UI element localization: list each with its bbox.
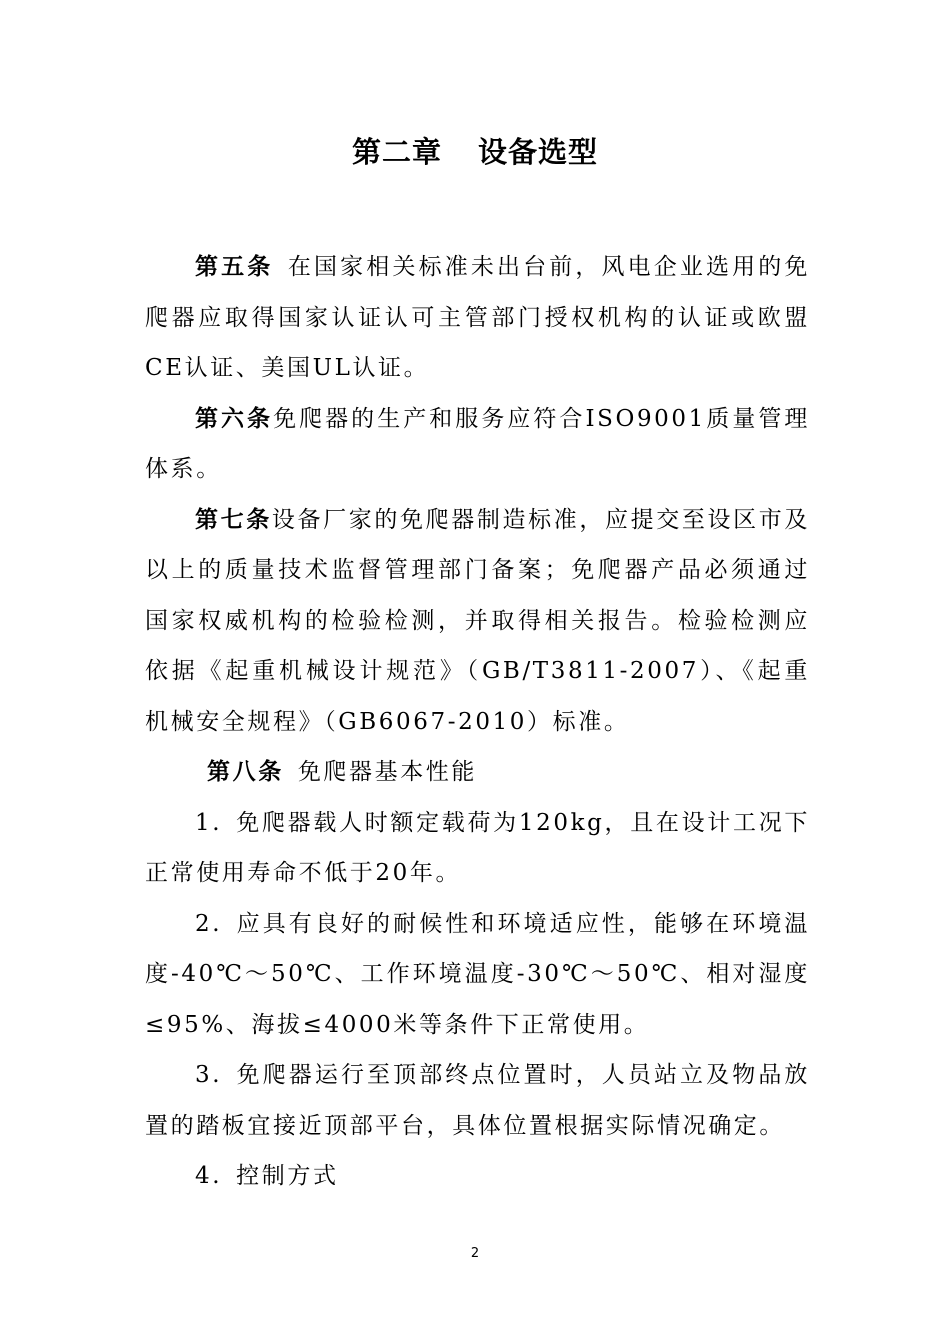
item-number: 3. — [195, 1062, 223, 1088]
item-text: 免爬器运行至顶部终点位置时，人员站立及物品放置的踏板宜接近顶部平台，具体位置根据实际情况确定。 — [145, 1062, 810, 1139]
article-text: 免爬器的生产和服务应符合ISO9001质量管理体系。 — [145, 405, 810, 482]
item-number: 1. — [195, 809, 223, 836]
list-item — [145, 798, 810, 899]
item-text: 免爬器载人时额定载荷为120kg，且在设计工况下正常使用寿命不低于20年。 — [145, 809, 810, 886]
item-number: 4. — [195, 1163, 223, 1189]
article-label: 第六条 — [195, 405, 274, 432]
article-label: 第七条 — [195, 506, 272, 533]
item-text: 控制方式 — [236, 1163, 339, 1189]
list-item — [145, 899, 810, 1051]
list-item — [145, 1151, 810, 1202]
item-text: 应具有良好的耐候性和环境适应性，能够在环境温度-40℃～50℃、工作环境温度-30℃～50℃、相对湿度≤95%、海拔≤4000米等条件下正常使用。 — [145, 910, 810, 1038]
article-5 — [145, 242, 810, 394]
chapter-number: 第二章 — [351, 135, 442, 169]
chapter-title: 设备选型 — [478, 135, 599, 169]
article-text: 免爬器基本性能 — [297, 759, 478, 785]
list-item — [145, 1050, 810, 1151]
article-text: 在国家相关标准未出台前，风电企业选用的免爬器应取得国家认证认可主管部门授权机构的认证或欧盟CE认证、美国UL认证。 — [145, 254, 810, 381]
chapter-heading — [0, 128, 950, 176]
article-6 — [145, 394, 810, 495]
document-body — [145, 242, 810, 1202]
item-number: 2. — [195, 910, 223, 937]
article-text: 设备厂家的免爬器制造标准，应提交至设区市及以上的质量技术监督管理部门备案；免爬器产品必须通过国家权威机构的检验检测，并取得相关报告。检验检测应依据《起重机械设计规范》（GB/T3811-2007）、《起重机械安全规程》（GB6067-2010）标准。 — [145, 506, 810, 735]
article-8 — [145, 747, 810, 798]
page-number: 2 — [470, 1246, 480, 1261]
article-7 — [145, 495, 810, 748]
article-label: 第五条 — [195, 254, 274, 280]
article-label: 第八条 — [207, 759, 284, 785]
